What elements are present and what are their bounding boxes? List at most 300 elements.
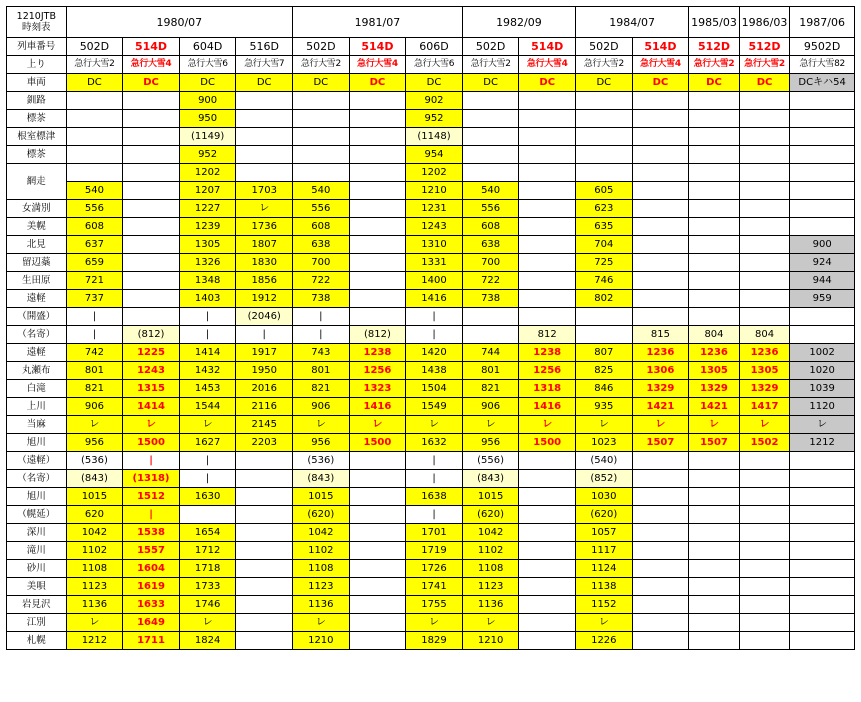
vehicle-type: DCキハ54 bbox=[790, 74, 855, 92]
train-name: 急行大雪2 bbox=[66, 56, 123, 74]
period-header: 1982/09 bbox=[462, 7, 575, 38]
time-cell: 744 bbox=[462, 344, 519, 362]
time-cell: 1318 bbox=[519, 380, 576, 398]
time-cell bbox=[739, 92, 790, 110]
time-cell bbox=[689, 578, 740, 596]
time-cell: 1741 bbox=[406, 578, 463, 596]
time-cell bbox=[689, 254, 740, 272]
time-cell bbox=[462, 164, 519, 182]
station-row bbox=[7, 434, 855, 452]
time-cell bbox=[632, 92, 689, 110]
time-cell: レ bbox=[576, 614, 633, 632]
time-cell: 1108 bbox=[293, 560, 350, 578]
time-cell bbox=[739, 236, 790, 254]
time-cell: | bbox=[236, 326, 293, 344]
period-header: 1985/03 bbox=[689, 7, 740, 38]
row-label: 上り bbox=[7, 56, 67, 74]
train-name: 急行大雪2 bbox=[689, 56, 740, 74]
period-header: 1987/06 bbox=[790, 7, 855, 38]
time-cell bbox=[689, 164, 740, 182]
time-cell: 556 bbox=[66, 200, 123, 218]
time-cell bbox=[123, 272, 180, 290]
time-cell: 742 bbox=[66, 344, 123, 362]
time-cell: レ bbox=[790, 416, 855, 434]
time-cell: 821 bbox=[293, 380, 350, 398]
time-cell: 1502 bbox=[739, 434, 790, 452]
train-number: 516D bbox=[236, 38, 293, 56]
time-cell: 1123 bbox=[462, 578, 519, 596]
time-cell bbox=[689, 218, 740, 236]
time-cell: 1315 bbox=[123, 380, 180, 398]
time-cell: (556) bbox=[462, 452, 519, 470]
time-cell bbox=[632, 470, 689, 488]
time-cell bbox=[739, 200, 790, 218]
time-cell bbox=[236, 596, 293, 614]
station-row bbox=[7, 308, 855, 326]
time-cell bbox=[236, 488, 293, 506]
time-cell: | bbox=[406, 470, 463, 488]
time-cell: レ bbox=[123, 416, 180, 434]
time-cell bbox=[632, 128, 689, 146]
time-cell: 1331 bbox=[406, 254, 463, 272]
time-cell: 900 bbox=[179, 92, 236, 110]
time-cell: 1227 bbox=[179, 200, 236, 218]
station-name: （遠軽） bbox=[7, 452, 67, 470]
time-cell: 1824 bbox=[179, 632, 236, 650]
time-cell bbox=[462, 326, 519, 344]
time-cell bbox=[689, 92, 740, 110]
time-cell bbox=[349, 146, 406, 164]
time-cell bbox=[349, 542, 406, 560]
time-cell bbox=[123, 146, 180, 164]
time-cell bbox=[632, 200, 689, 218]
time-cell: 1403 bbox=[179, 290, 236, 308]
time-cell: 1649 bbox=[123, 614, 180, 632]
time-cell bbox=[632, 596, 689, 614]
time-cell bbox=[739, 632, 790, 650]
time-cell bbox=[236, 560, 293, 578]
time-cell bbox=[790, 308, 855, 326]
time-cell: 1950 bbox=[236, 362, 293, 380]
time-cell bbox=[123, 308, 180, 326]
train-name: 急行大雪7 bbox=[236, 56, 293, 74]
time-cell bbox=[123, 92, 180, 110]
train-name: 急行大雪82 bbox=[790, 56, 855, 74]
time-cell: 725 bbox=[576, 254, 633, 272]
time-cell: 623 bbox=[576, 200, 633, 218]
time-cell bbox=[349, 92, 406, 110]
time-cell: | bbox=[406, 326, 463, 344]
time-cell bbox=[790, 614, 855, 632]
time-cell: 1057 bbox=[576, 524, 633, 542]
station-row bbox=[7, 290, 855, 308]
time-cell: 1507 bbox=[689, 434, 740, 452]
time-cell bbox=[123, 236, 180, 254]
station-name: 丸瀬布 bbox=[7, 362, 67, 380]
train-number: 512D bbox=[739, 38, 790, 56]
time-cell bbox=[519, 182, 576, 200]
time-cell: 722 bbox=[293, 272, 350, 290]
time-cell: 1712 bbox=[179, 542, 236, 560]
vehicle-type: DC bbox=[632, 74, 689, 92]
time-cell: 540 bbox=[462, 182, 519, 200]
time-cell: 821 bbox=[66, 380, 123, 398]
time-cell: (852) bbox=[576, 470, 633, 488]
time-cell: 801 bbox=[462, 362, 519, 380]
time-cell bbox=[739, 470, 790, 488]
time-cell bbox=[790, 632, 855, 650]
time-cell: 1638 bbox=[406, 488, 463, 506]
time-cell bbox=[689, 488, 740, 506]
time-cell bbox=[739, 218, 790, 236]
time-cell bbox=[349, 488, 406, 506]
time-cell bbox=[689, 308, 740, 326]
time-cell: 1416 bbox=[519, 398, 576, 416]
time-cell bbox=[349, 632, 406, 650]
time-cell bbox=[519, 146, 576, 164]
time-cell bbox=[790, 146, 855, 164]
time-cell bbox=[576, 326, 633, 344]
time-cell: (843) bbox=[462, 470, 519, 488]
time-cell bbox=[519, 578, 576, 596]
station-row bbox=[7, 596, 855, 614]
time-cell: 1917 bbox=[236, 344, 293, 362]
time-cell: 540 bbox=[293, 182, 350, 200]
time-cell: 1124 bbox=[576, 560, 633, 578]
time-cell: 1421 bbox=[632, 398, 689, 416]
time-cell bbox=[632, 632, 689, 650]
time-cell: | bbox=[123, 506, 180, 524]
time-cell bbox=[349, 272, 406, 290]
time-cell bbox=[689, 146, 740, 164]
station-name: （名寄） bbox=[7, 326, 67, 344]
time-cell bbox=[739, 614, 790, 632]
time-cell bbox=[519, 164, 576, 182]
time-cell bbox=[349, 560, 406, 578]
time-cell bbox=[179, 506, 236, 524]
time-cell: 721 bbox=[66, 272, 123, 290]
time-cell: 952 bbox=[179, 146, 236, 164]
time-cell bbox=[576, 146, 633, 164]
time-cell: レ bbox=[739, 416, 790, 434]
time-cell: 906 bbox=[462, 398, 519, 416]
time-cell bbox=[519, 236, 576, 254]
time-cell: 1002 bbox=[790, 344, 855, 362]
time-cell bbox=[519, 272, 576, 290]
time-cell: 1310 bbox=[406, 236, 463, 254]
time-cell bbox=[739, 524, 790, 542]
time-cell: | bbox=[406, 452, 463, 470]
time-cell bbox=[66, 128, 123, 146]
time-cell: 1305 bbox=[179, 236, 236, 254]
time-cell: レ bbox=[519, 416, 576, 434]
time-cell bbox=[739, 506, 790, 524]
time-cell: 1829 bbox=[406, 632, 463, 650]
station-name: 岩見沢 bbox=[7, 596, 67, 614]
time-cell: レ bbox=[632, 416, 689, 434]
time-cell bbox=[632, 308, 689, 326]
time-cell: 1023 bbox=[576, 434, 633, 452]
time-cell bbox=[576, 128, 633, 146]
time-cell bbox=[462, 146, 519, 164]
time-cell: 1856 bbox=[236, 272, 293, 290]
time-cell: 1202 bbox=[406, 164, 463, 182]
time-cell: (1318) bbox=[123, 470, 180, 488]
time-cell: 950 bbox=[179, 110, 236, 128]
time-cell: (843) bbox=[293, 470, 350, 488]
time-cell: 2116 bbox=[236, 398, 293, 416]
train-number: 502D bbox=[576, 38, 633, 56]
time-cell: | bbox=[179, 308, 236, 326]
time-cell: | bbox=[406, 308, 463, 326]
time-cell: レ bbox=[179, 416, 236, 434]
train-number: 514D bbox=[632, 38, 689, 56]
station-row bbox=[7, 146, 855, 164]
time-cell: 1654 bbox=[179, 524, 236, 542]
time-cell bbox=[689, 200, 740, 218]
time-cell: レ bbox=[462, 614, 519, 632]
time-cell bbox=[462, 92, 519, 110]
time-cell bbox=[519, 218, 576, 236]
station-name: （名寄） bbox=[7, 470, 67, 488]
time-cell bbox=[236, 128, 293, 146]
time-cell bbox=[689, 524, 740, 542]
station-name: 網走 bbox=[7, 164, 67, 200]
time-cell bbox=[349, 218, 406, 236]
train-number: 9502D bbox=[790, 38, 855, 56]
time-cell bbox=[123, 218, 180, 236]
time-cell: 1136 bbox=[462, 596, 519, 614]
time-cell: 1210 bbox=[293, 632, 350, 650]
time-cell: | bbox=[179, 470, 236, 488]
time-cell: レ bbox=[349, 416, 406, 434]
time-cell: (812) bbox=[123, 326, 180, 344]
time-cell: 1438 bbox=[406, 362, 463, 380]
time-cell: 620 bbox=[66, 506, 123, 524]
time-cell bbox=[462, 110, 519, 128]
time-cell bbox=[739, 596, 790, 614]
time-cell: レ bbox=[66, 614, 123, 632]
time-cell: (843) bbox=[66, 470, 123, 488]
time-cell bbox=[790, 128, 855, 146]
station-row bbox=[7, 380, 855, 398]
time-cell: 1726 bbox=[406, 560, 463, 578]
time-cell bbox=[66, 164, 123, 182]
time-cell: 1329 bbox=[689, 380, 740, 398]
station-name: 深川 bbox=[7, 524, 67, 542]
time-cell bbox=[349, 308, 406, 326]
time-cell: 1736 bbox=[236, 218, 293, 236]
station-name: 根室標津 bbox=[7, 128, 67, 146]
time-cell: レ bbox=[689, 416, 740, 434]
time-cell bbox=[689, 614, 740, 632]
period-header: 1986/03 bbox=[739, 7, 790, 38]
time-cell bbox=[632, 182, 689, 200]
station-name: 上川 bbox=[7, 398, 67, 416]
time-cell bbox=[689, 452, 740, 470]
time-cell bbox=[739, 308, 790, 326]
time-cell bbox=[236, 110, 293, 128]
time-cell: レ bbox=[462, 416, 519, 434]
vehicle-type: DC bbox=[349, 74, 406, 92]
time-cell: 801 bbox=[66, 362, 123, 380]
time-cell: 900 bbox=[790, 236, 855, 254]
time-cell: 1123 bbox=[293, 578, 350, 596]
time-cell bbox=[739, 290, 790, 308]
time-cell bbox=[576, 164, 633, 182]
time-cell: 1015 bbox=[293, 488, 350, 506]
vehicle-row bbox=[7, 74, 855, 92]
time-cell: 700 bbox=[293, 254, 350, 272]
time-cell bbox=[236, 614, 293, 632]
time-cell: 1256 bbox=[519, 362, 576, 380]
time-cell bbox=[632, 542, 689, 560]
time-cell: | bbox=[179, 326, 236, 344]
station-row bbox=[7, 200, 855, 218]
station-name: 砂川 bbox=[7, 560, 67, 578]
time-cell: 1042 bbox=[462, 524, 519, 542]
time-cell: 1207 bbox=[179, 182, 236, 200]
station-row bbox=[7, 344, 855, 362]
time-cell bbox=[66, 146, 123, 164]
time-cell: 1123 bbox=[66, 578, 123, 596]
time-cell: 1243 bbox=[123, 362, 180, 380]
time-cell bbox=[349, 200, 406, 218]
time-cell bbox=[739, 560, 790, 578]
time-cell bbox=[462, 308, 519, 326]
time-cell bbox=[519, 614, 576, 632]
time-cell bbox=[689, 560, 740, 578]
time-cell bbox=[689, 596, 740, 614]
station-row bbox=[7, 326, 855, 344]
time-cell: 1236 bbox=[689, 344, 740, 362]
station-name: 女満別 bbox=[7, 200, 67, 218]
time-cell: 1231 bbox=[406, 200, 463, 218]
station-row bbox=[7, 524, 855, 542]
time-cell bbox=[790, 200, 855, 218]
time-cell: 1755 bbox=[406, 596, 463, 614]
time-cell: 659 bbox=[66, 254, 123, 272]
time-cell bbox=[576, 110, 633, 128]
time-cell: 608 bbox=[66, 218, 123, 236]
time-cell: | bbox=[179, 452, 236, 470]
station-name: 美幌 bbox=[7, 218, 67, 236]
station-name: 北見 bbox=[7, 236, 67, 254]
station-name: （幌延） bbox=[7, 506, 67, 524]
time-cell: 1329 bbox=[632, 380, 689, 398]
time-cell bbox=[739, 164, 790, 182]
time-cell bbox=[790, 326, 855, 344]
time-cell bbox=[790, 488, 855, 506]
station-row bbox=[7, 164, 855, 182]
time-cell bbox=[349, 254, 406, 272]
time-cell bbox=[519, 92, 576, 110]
station-name: 滝川 bbox=[7, 542, 67, 560]
time-cell bbox=[123, 290, 180, 308]
time-cell: 804 bbox=[739, 326, 790, 344]
time-cell: レ bbox=[406, 416, 463, 434]
train-number: 604D bbox=[179, 38, 236, 56]
time-cell: 1243 bbox=[406, 218, 463, 236]
station-row bbox=[7, 110, 855, 128]
time-cell bbox=[739, 110, 790, 128]
station-name: 江別 bbox=[7, 614, 67, 632]
time-cell: 1136 bbox=[66, 596, 123, 614]
time-cell: 746 bbox=[576, 272, 633, 290]
time-cell bbox=[632, 578, 689, 596]
time-cell bbox=[519, 254, 576, 272]
time-cell bbox=[632, 560, 689, 578]
time-cell: (620) bbox=[293, 506, 350, 524]
time-cell bbox=[66, 110, 123, 128]
time-cell bbox=[790, 506, 855, 524]
time-cell: 1238 bbox=[519, 344, 576, 362]
station-row bbox=[7, 92, 855, 110]
time-cell bbox=[519, 506, 576, 524]
station-row bbox=[7, 362, 855, 380]
time-cell bbox=[123, 182, 180, 200]
time-cell: 1630 bbox=[179, 488, 236, 506]
time-cell: 906 bbox=[66, 398, 123, 416]
time-cell: 638 bbox=[293, 236, 350, 254]
time-cell: 1138 bbox=[576, 578, 633, 596]
time-cell: 1120 bbox=[790, 398, 855, 416]
time-cell: 1212 bbox=[66, 632, 123, 650]
time-cell bbox=[689, 128, 740, 146]
time-cell: 935 bbox=[576, 398, 633, 416]
station-row bbox=[7, 254, 855, 272]
time-cell: 1236 bbox=[632, 344, 689, 362]
station-name: 留辺蘂 bbox=[7, 254, 67, 272]
time-cell bbox=[689, 632, 740, 650]
time-cell: 1432 bbox=[179, 362, 236, 380]
vehicle-type: DC bbox=[123, 74, 180, 92]
station-row bbox=[7, 470, 855, 488]
time-cell: 1416 bbox=[349, 398, 406, 416]
time-cell bbox=[123, 164, 180, 182]
time-cell bbox=[349, 164, 406, 182]
time-cell: 1719 bbox=[406, 542, 463, 560]
time-cell bbox=[349, 128, 406, 146]
time-cell bbox=[790, 110, 855, 128]
time-cell: 952 bbox=[406, 110, 463, 128]
time-cell: 802 bbox=[576, 290, 633, 308]
time-cell: 1042 bbox=[293, 524, 350, 542]
time-cell bbox=[519, 200, 576, 218]
time-cell: | bbox=[293, 326, 350, 344]
time-cell: 1030 bbox=[576, 488, 633, 506]
time-cell bbox=[632, 254, 689, 272]
time-cell: (536) bbox=[293, 452, 350, 470]
station-row bbox=[7, 218, 855, 236]
train-number: 502D bbox=[462, 38, 519, 56]
time-cell: 1746 bbox=[179, 596, 236, 614]
time-cell: 605 bbox=[576, 182, 633, 200]
time-cell bbox=[519, 488, 576, 506]
time-cell: 1417 bbox=[739, 398, 790, 416]
time-cell: 1225 bbox=[123, 344, 180, 362]
station-row bbox=[7, 578, 855, 596]
time-cell: 812 bbox=[519, 326, 576, 344]
time-cell bbox=[632, 524, 689, 542]
time-cell: 1500 bbox=[123, 434, 180, 452]
timetable bbox=[6, 6, 855, 650]
time-cell: 1549 bbox=[406, 398, 463, 416]
station-row bbox=[7, 272, 855, 290]
time-cell: 1329 bbox=[739, 380, 790, 398]
time-cell: 804 bbox=[689, 326, 740, 344]
row-label: 列車番号 bbox=[7, 38, 67, 56]
